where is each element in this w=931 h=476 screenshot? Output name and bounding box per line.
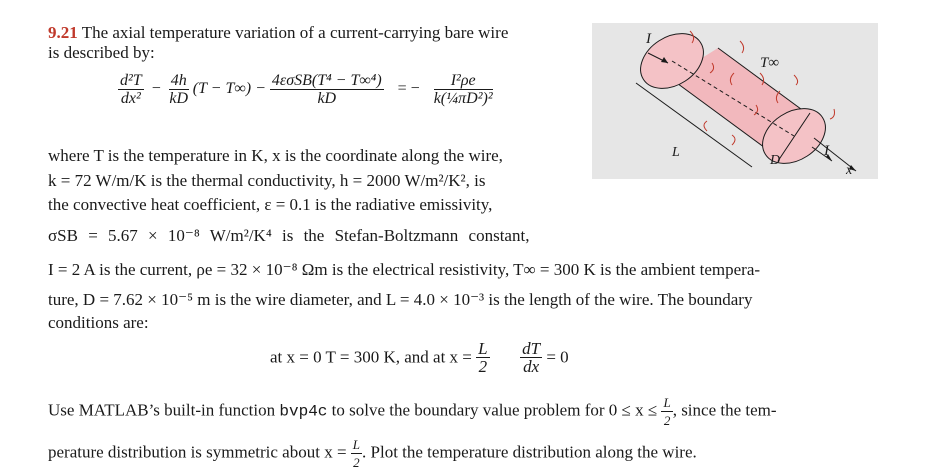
label-length: L: [672, 145, 680, 160]
wire-cylinder-diagram: [592, 23, 878, 179]
bvp4c-function: bvp4c: [279, 402, 328, 421]
param-line-6: ture, D = 7.62 × 10⁻⁵ m is the wire diameter, and L = 4.0 × 10⁻³ is the length of the wire. The boundary: [48, 290, 753, 309]
label-x-axis: x: [846, 163, 853, 178]
param-line-7: conditions are:: [48, 313, 149, 332]
temperature-derivative: $\frac{dT}{dx}$: [522, 339, 541, 376]
param-line-1: where T is the temperature in K, x is the coordinate along the wire,: [48, 146, 503, 165]
param-line-5: I = 2 A is the current, ρe = 32 × 10⁻⁸ Ωm is the electrical resistivity, T∞ = 300 K is the ambient tempera-: [48, 260, 761, 279]
intro-text-2: is described by:: [48, 43, 155, 62]
label-diameter: D: [770, 153, 781, 168]
boundary-conditions: [270, 340, 569, 375]
convective-coefficient: $\frac{4h}{kD}$: [169, 72, 189, 107]
bc-zero: = 0: [546, 347, 569, 367]
problem-statement-line-1: [48, 23, 508, 43]
equals-sign: = −: [397, 80, 420, 98]
param-line-2: k = 72 W/m/K is the thermal conductivity, h = 2000 W/m²/K², is: [48, 171, 486, 190]
bc-text: at x = 0 T = 300 K, and at x =: [270, 347, 472, 367]
closing-half-length-2: $\frac{L}{2}$: [352, 437, 361, 470]
wire-figure: [592, 23, 878, 179]
closing-half-length-1: $\frac{L}{2}$: [663, 395, 671, 428]
convective-term: (T − T∞) −: [192, 80, 266, 98]
problem-number: 9.21: [48, 23, 78, 42]
param-line-4: σSB = 5.67 × 10⁻⁸ W/m²/K⁴ is the Stefan-Boltzmann constant,: [48, 226, 530, 245]
second-derivative: $\frac{\text{d²T}}{\text{dx²}}$: [120, 72, 142, 107]
label-current-right: I: [824, 143, 829, 159]
closing-line-1: Use MATLAB’s built-in function bvp4c to solve the boundary value problem for 0 ≤ x ≤ $\frac{L}{2}$ , since the tem-: [48, 395, 777, 428]
governing-equation: $\frac{\text{d²T}}{\text{dx²}}$ − $\frac{4h}{kD}$ (T − T∞) − $\frac{\text{4εσSB(T⁴ − T∞⁴)}}{kD}$ = − $\frac{\text{I²ρe}}{\text{k(¼πD²)²}}$: [120, 72, 493, 107]
half-length: $\frac{L}{2}$: [478, 339, 488, 376]
label-current-left: I: [646, 31, 651, 47]
label-ambient-temperature: T∞: [760, 55, 780, 71]
intro-text-1: The axial temperature variation of a current-carrying bare wire: [81, 23, 509, 42]
joule-heating-term: $\frac{\text{I²ρe}}{\text{k(¼πD²)²}}$: [433, 72, 493, 107]
radiative-term: $\frac{\text{4εσSB(T⁴ − T∞⁴)}}{kD}$: [271, 72, 382, 107]
closing-line-2: perature distribution is symmetric about x = $\frac{L}{2}$ . Plot the temperature distribution along the wire.: [48, 437, 697, 470]
param-line-3: the convective heat coefficient, ε = 0.1 is the radiative emissivity,: [48, 195, 493, 214]
